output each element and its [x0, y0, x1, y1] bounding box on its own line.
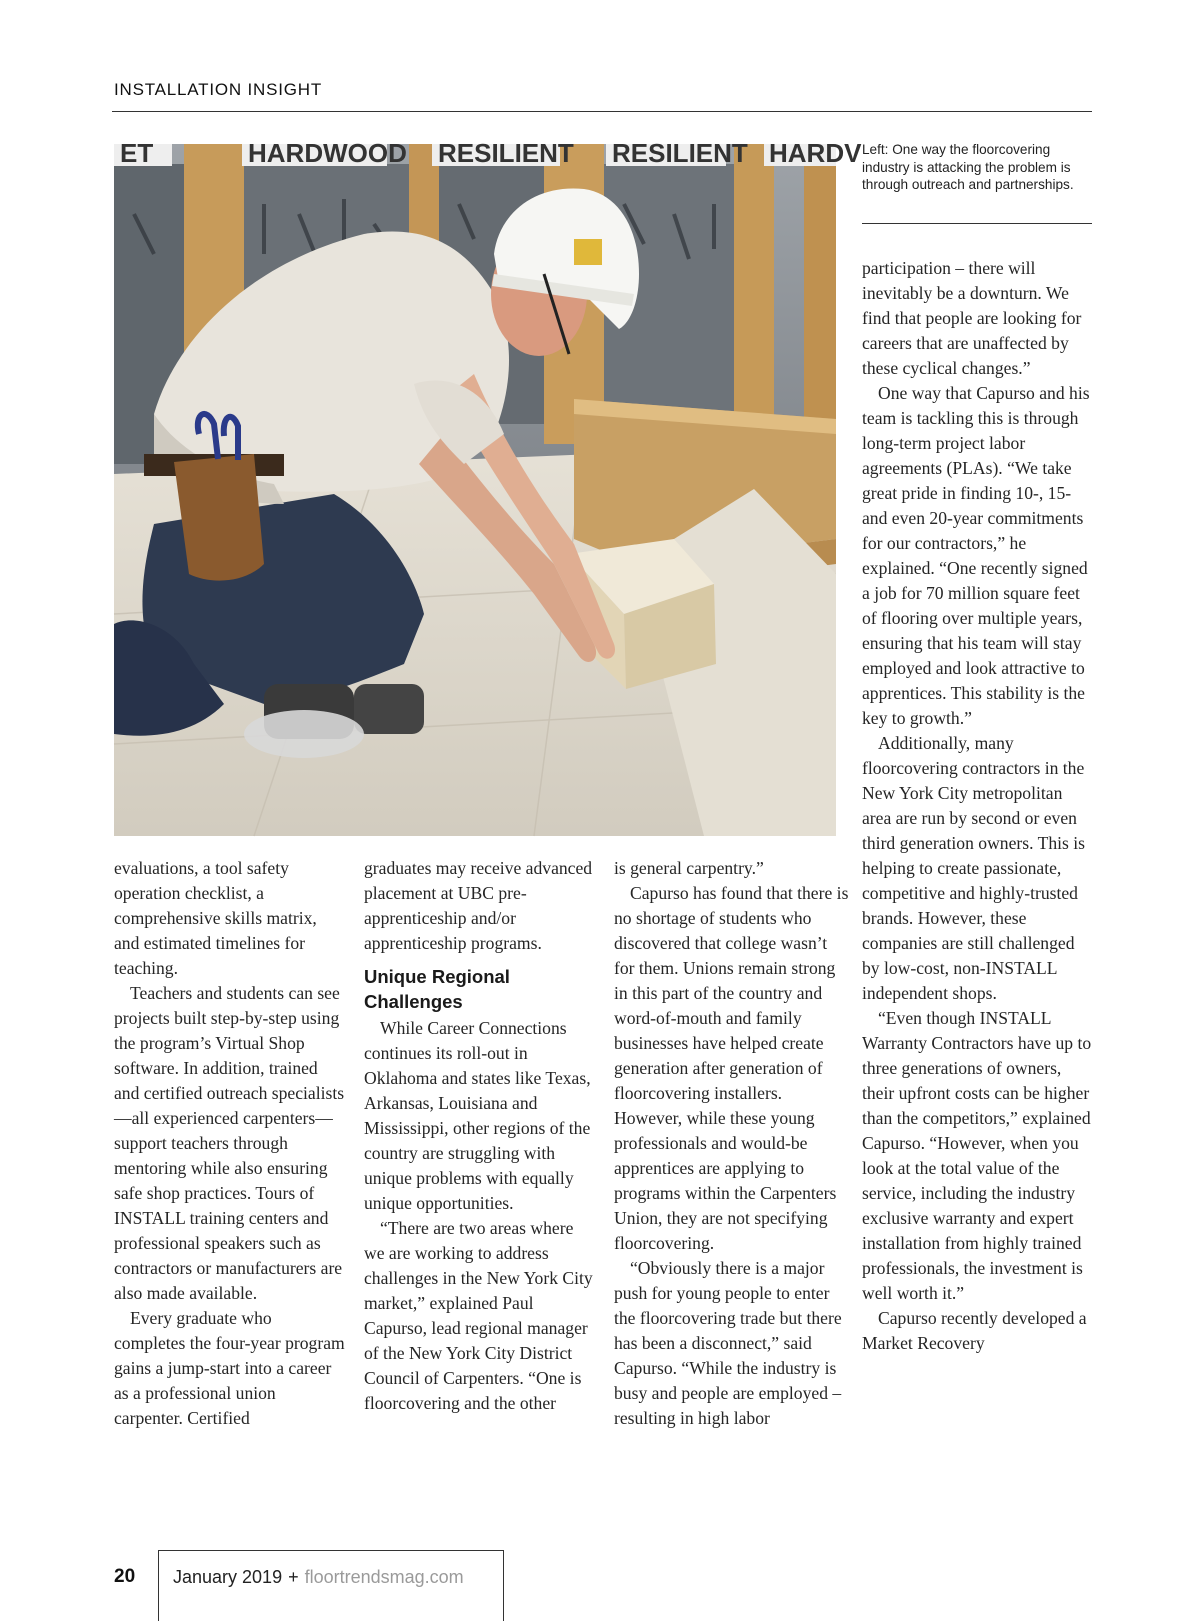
- article-column-2: [364, 856, 596, 1416]
- article-photo: [114, 138, 862, 836]
- sign-2: HARDWOOD: [248, 138, 407, 168]
- paragraph: “Even though INSTALL Warranty Contractors have up to three generations of owners, their upfront costs can be higher than the competitors,” explained Capurso. “However, when you look at the total value of the service, including the industry exclusive warranty and expert installation from highly trained professionals, the investment is well worth it.”: [862, 1008, 1092, 1303]
- issue-date: January 2019: [173, 1567, 283, 1587]
- paragraph: Capurso recently developed a Market Recovery: [862, 1308, 1087, 1353]
- sign-3: RESILIENT: [438, 138, 574, 168]
- paragraph: “There are two areas where we are working to address challenges in the New York City market,” explained Paul Capurso, lead regional manager of the New York City District Council of Carpenters. “One is floorcovering and the other: [364, 1218, 593, 1413]
- article-column-1: [114, 856, 346, 1431]
- photo-caption: Left: One way the floorcovering industry is attacking the problem is through outreach and partnerships.: [862, 142, 1074, 192]
- photo-carpenter-illustration: [114, 138, 862, 836]
- article-column-3: [614, 856, 850, 1431]
- section-label: INSTALLATION INSIGHT: [114, 80, 323, 99]
- page-number: 20: [114, 1566, 136, 1587]
- paragraph: participation – there will inevitably be a downturn. We find that people are looking for careers that are unaffected by these cyclical changes.”: [862, 258, 1082, 378]
- article-column-4: [862, 256, 1094, 1356]
- section-heading: Unique Regional Challenges: [364, 966, 510, 1012]
- paragraph: is general carpentry.”: [614, 858, 764, 878]
- paragraph: Capurso has found that there is no shortage of students who discovered that college wasn’t for them. Unions remain strong in this part of the country and word-of-mouth and family businesses have helped create generation after generation of floorcovering installers. However, while these young professionals and would-be apprentices are applying to programs within the Carpenters Union, they are not specifying floorcovering.: [614, 883, 849, 1253]
- footer-separator: +: [288, 1567, 299, 1587]
- paragraph: graduates may receive advanced placement at UBC pre-apprenticeship and/or apprenticeship programs.: [364, 858, 593, 953]
- paragraph: evaluations, a tool safety operation checklist, a comprehensive skills matrix, and estimated timelines for teaching.: [114, 858, 317, 978]
- paragraph: One way that Capurso and his team is tackling this is through long-term project labor agreements (PLAs). “We take great pride in finding 10-, 15- and even 20-year commitments for our contractors,” he explained. “One recently signed a job for 70 million square feet of flooring over multiple years, ensuring that his team will stay employed and look attractive to apprentices. This stability is the key to growth.”: [862, 383, 1090, 728]
- footer-text: [173, 1567, 464, 1588]
- caption-divider: [862, 223, 1092, 224]
- header-divider: [112, 111, 1092, 112]
- footer-box: [158, 1550, 504, 1621]
- paragraph: Additionally, many floorcovering contractors in the New York City metropolitan area are run by second or even third generation owners. This is helping to create passionate, competitive and highly-trusted brands. However, these companies are still challenged by low-cost, non-INSTALL independent shops.: [862, 733, 1085, 1003]
- sign-1: ET: [120, 138, 154, 168]
- sign-4: RESILIENT: [612, 138, 748, 168]
- paragraph: While Career Connections continues its roll-out in Oklahoma and states like Texas, Arkansas, Louisiana and Mississippi, other regions of the country are struggling with unique problems with equally unique opportunities.: [364, 1018, 591, 1213]
- sign-5: HARDV: [769, 138, 862, 168]
- website-link[interactable]: floortrendsmag.com: [304, 1567, 464, 1587]
- paragraph: “Obviously there is a major push for young people to enter the floorcovering trade but there has been a disconnect,” said Capurso. “While the industry is busy and people are employed – resulting in high labor: [614, 1258, 842, 1428]
- paragraph: Teachers and students can see projects built step-by-step using the program’s Virtual Shop software. In addition, trained and certified outreach specialists—all experienced carpenters—support teachers through mentoring while also ensuring safe shop practices. Tours of INSTALL training centers and professional speakers such as contractors or manufacturers are also made available.: [114, 983, 345, 1303]
- paragraph: Every graduate who completes the four-year program gains a jump-start into a career as a professional union carpenter. Certified: [114, 1308, 345, 1428]
- page-footer: [114, 1550, 504, 1610]
